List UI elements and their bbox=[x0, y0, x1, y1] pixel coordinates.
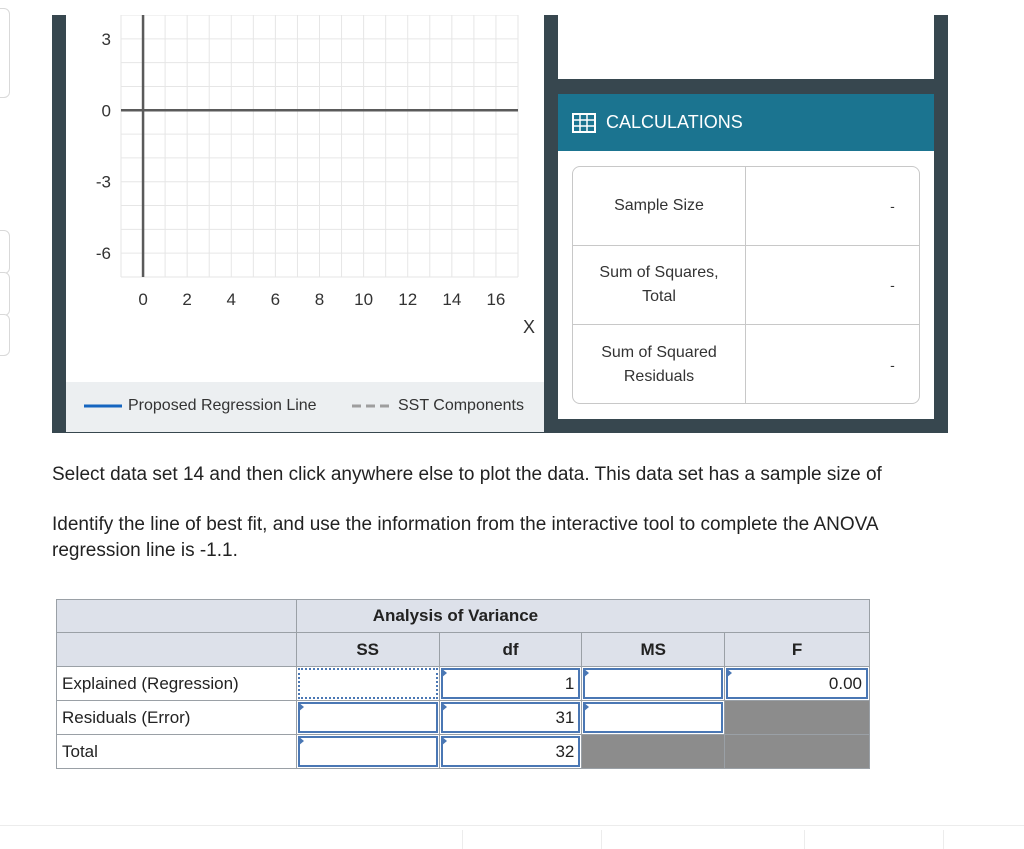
calculations-panel bbox=[558, 94, 934, 419]
plot-grid bbox=[121, 15, 518, 277]
legend-sst-label: SST Components bbox=[398, 397, 524, 414]
row-label: Total bbox=[57, 735, 297, 769]
calc-value: - bbox=[890, 356, 895, 373]
anova-title-spacer bbox=[57, 600, 297, 633]
y-tick-label: 0 bbox=[101, 101, 111, 121]
anova-row-regression bbox=[57, 667, 870, 701]
side-card bbox=[0, 230, 10, 274]
input-marker-icon bbox=[583, 668, 589, 678]
x-tick-label: 6 bbox=[270, 290, 281, 309]
calc-value: - bbox=[890, 198, 895, 214]
sst-dashed-swatch bbox=[352, 403, 394, 409]
f-input[interactable]: 0.00 bbox=[726, 668, 868, 699]
ss-total-cell bbox=[296, 735, 439, 769]
row-label: Explained (Regression) bbox=[57, 667, 297, 701]
y-tick-label: -6 bbox=[95, 244, 111, 264]
input-marker-icon bbox=[298, 736, 304, 746]
disabled-cell bbox=[725, 701, 870, 735]
x-tick-label: 14 bbox=[442, 290, 462, 309]
side-card bbox=[0, 272, 10, 316]
ms-residuals-cell bbox=[582, 701, 725, 735]
ss-regression-cell bbox=[296, 667, 439, 701]
input-marker-icon bbox=[441, 736, 447, 746]
anova-header-df: df bbox=[439, 633, 582, 667]
x-tick-label: 10 bbox=[354, 290, 374, 309]
anova-header-f: F bbox=[725, 633, 870, 667]
footer-divider bbox=[601, 830, 602, 849]
x-tick-label: 16 bbox=[486, 290, 506, 309]
ms-residuals-input[interactable] bbox=[583, 702, 723, 733]
input-marker-icon bbox=[583, 702, 589, 712]
df-total-cell bbox=[439, 735, 582, 769]
x-tick-label: 4 bbox=[226, 290, 237, 309]
disabled-cell bbox=[725, 735, 870, 769]
calc-row-ssr bbox=[573, 325, 919, 404]
df-total-input[interactable]: 32 bbox=[441, 736, 581, 767]
anova-row-residuals bbox=[57, 701, 870, 735]
calculations-header bbox=[558, 94, 934, 151]
plot-tick-labels bbox=[96, 30, 506, 309]
footer-divider bbox=[943, 830, 944, 849]
x-tick-label: 2 bbox=[182, 290, 192, 309]
footer-divider bbox=[462, 830, 463, 849]
anova-table bbox=[56, 599, 870, 769]
ss-residuals-cell bbox=[296, 701, 439, 735]
df-residuals-input[interactable]: 31 bbox=[441, 702, 581, 733]
side-card bbox=[0, 314, 10, 356]
input-marker-icon bbox=[441, 668, 447, 678]
calc-label: Sum of Squares, Total bbox=[573, 246, 746, 324]
input-marker-icon bbox=[726, 668, 732, 678]
df-regression-input[interactable]: 1 bbox=[441, 668, 581, 699]
interactive-tool bbox=[52, 15, 948, 433]
anova-header-ms: MS bbox=[582, 633, 725, 667]
y-tick-label: 3 bbox=[101, 29, 111, 49]
disabled-cell bbox=[582, 735, 725, 769]
graph-legend bbox=[66, 382, 544, 432]
df-regression-cell bbox=[439, 667, 582, 701]
calc-row-sst bbox=[573, 246, 919, 325]
input-marker-icon bbox=[441, 702, 447, 712]
x-tick-label: 8 bbox=[314, 290, 325, 309]
tool-panel-top bbox=[558, 15, 934, 79]
footer-divider bbox=[804, 830, 805, 849]
side-card bbox=[0, 8, 10, 98]
ms-regression-cell bbox=[582, 667, 725, 701]
legend-regression-label: Proposed Regression Line bbox=[128, 397, 317, 414]
df-residuals-cell bbox=[439, 701, 582, 735]
regression-line-swatch bbox=[84, 403, 124, 409]
scatter-plot[interactable] bbox=[66, 15, 544, 418]
anova-corner bbox=[57, 633, 297, 667]
ms-regression-input[interactable] bbox=[583, 668, 723, 699]
footer-divider bbox=[0, 825, 1024, 826]
calculations-title: CALCULATIONS bbox=[606, 112, 743, 132]
anova-header-ss: SS bbox=[296, 633, 439, 667]
instruction-text: Select data set 14 and then click anywhere else to plot the data. This data set has a sample size of bbox=[52, 464, 882, 485]
y-tick-label: -3 bbox=[95, 172, 111, 192]
graph-panel[interactable] bbox=[66, 15, 544, 418]
instruction-text: Identify the line of best fit, and use the information from the interactive tool to complete the ANOVA bbox=[52, 514, 879, 535]
input-marker-icon bbox=[298, 702, 304, 712]
row-label: Residuals (Error) bbox=[57, 701, 297, 735]
x-tick-label: 12 bbox=[398, 290, 418, 309]
ss-total-input[interactable] bbox=[298, 736, 438, 767]
calc-label: Sum of Squared Residuals bbox=[573, 325, 746, 404]
legend-regression bbox=[84, 397, 317, 415]
anova-title: Analysis of Variance bbox=[296, 600, 869, 633]
legend-sst bbox=[352, 397, 524, 415]
f-cell bbox=[725, 667, 870, 701]
ss-residuals-input[interactable] bbox=[298, 702, 438, 733]
calc-label: Sample Size bbox=[573, 167, 746, 245]
calculations-table bbox=[572, 166, 920, 404]
table-icon bbox=[572, 113, 596, 133]
calc-value: - bbox=[890, 277, 895, 293]
x-axis-label: X bbox=[523, 317, 536, 337]
x-tick-label: 0 bbox=[138, 290, 148, 309]
ss-regression-input[interactable] bbox=[298, 668, 438, 699]
calc-row-sample-size bbox=[573, 167, 919, 246]
anova-row-total bbox=[57, 735, 870, 769]
instruction-text: regression line is -1.1. bbox=[52, 540, 238, 561]
